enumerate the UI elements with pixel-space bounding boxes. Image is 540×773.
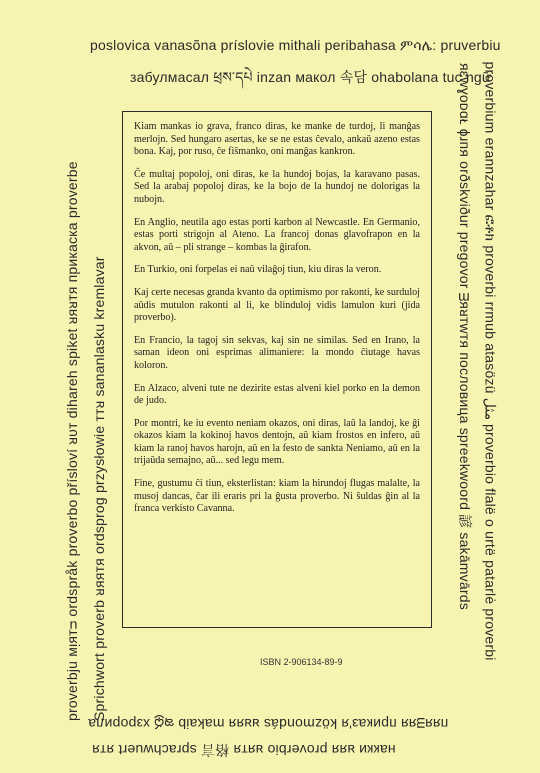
paragraph: En Anglio, neutila ago estas porti karbon al Newcastle. En Germanio, estas porti strigojn al Ateno. La francoj donas glavofrapon en la akvon, aŭ – pli strange – kombas la ĝirafon. xyxy=(134,216,420,253)
border-bottom-line-1: ᴨᴙᴙᴟᴙᴙ приказ'я közmondás ᴚᴚᴙᴙ makaib ఇధ్ర хзрорила xyxy=(88,716,449,732)
paragraph: Kiam mankas io grava, franco diras, ke manke de turdoj, li manĝas merlojn. Sed hungaro asertas, ke se ne estas ĉevalo, ankaŭ azeno estas bona. Kaj, por ruso, ĉe fiŝmanko, oni manĝas kankron. xyxy=(134,121,420,158)
isbn-label: ISBN 2-906134-89-9 xyxy=(260,657,343,667)
border-right-line-1: proverbium erannzahar ፎቶክ proverbi rrmub atasözü ﻣﺜﻞ proverbio flalë o urtë patarlė proverbi xyxy=(482,61,499,661)
paragraph: Por montri, ke iu evento neniam okazos, oni diras, laŭ la landoj, ke ĝi okazos kiam la kokinoj havos dentojn, aŭ kiam frostos en infero, aŭ kiam la ranoj havos harojn, aŭ en la festo de sankta Neniamo, aŭ en la trijaŭda semajno, aŭ... sed legu mem. xyxy=(134,417,420,467)
border-top-line-2: забулмасал ཕྲས་དཔེ inzan макол 속담 ohabolana tuc ngữ xyxy=(130,69,492,85)
paragraph: Fine, gustumu ĉi tiun, eksterlistan: kiam la hirundoj flugas malalte, la musoj dancas, ĉar ili eraris pri la ĝusta proverbo. Ni ŝuldas ĝin al la franca verkisto Cavanna. xyxy=(134,478,420,515)
paragraph: En Francio, la tagoj sin sekvas, kaj sin ne similas. Sed en Irano, la saman ideon oni esprimas alimaniere: la mondo ĉiutage havas koloron. xyxy=(134,334,420,371)
border-left-line-2: Sprichwort proverb ᴚᴙᴙᴛᴙ ordsprog przysłowie ᴛᴛᴚ sananlasku kremlavar xyxy=(91,256,107,721)
paragraph: Ĉe multaj popoloj, oni diras, ke la hundoj bojas, la karavano pasas. Sed la arabaj popoloj diras, ke la bojo de la hundoj ne dolorigas la nubojn. xyxy=(134,168,420,205)
border-top-line-1: poslovica vanasõna príslovie mithali peribahasa ምሳሌ: pruverbiu xyxy=(90,37,501,53)
border-bottom-line-2: накки ᴚᴙᴙ proverbio ᴚᴙᴛᴙ 格言 sprachwuert ᴙᴛᴙ xyxy=(92,742,396,758)
paragraph: En Turkio, oni forpelas ei naŭ vilaĝoj tiun, kiu diras la veron. xyxy=(134,264,382,276)
border-left-line-1: proverbju ᴍᴉᴙᴛᴝ ordspråk proverbo přísloví ᴚᴜᴛ dihareh spiket ᴚᴙᴚᴛᴙ прикаска proverbe xyxy=(64,161,80,721)
proverbs-text-box xyxy=(122,111,432,628)
paragraph: Kaj certe necesas granda kvanto da optimismo por rakonti, ke surduloj aŭdis mutulon rakonti al li, ke blinduloj vidis lamulon kuri (jida proverbo). xyxy=(134,286,420,324)
paragraph: En Alzaco, alveni tute ne dezirite estas alveni kiel porko en la demon de judo. xyxy=(134,382,420,407)
border-right-line-2: ᴙɛwɣoᴅɑᴌ ɸɹᴨᴙ orðskviður pregovor ᴟᴙᴚᴛᴡᴛᴙ пословица spreekwoord 諺 sakāmvārds xyxy=(457,63,473,610)
